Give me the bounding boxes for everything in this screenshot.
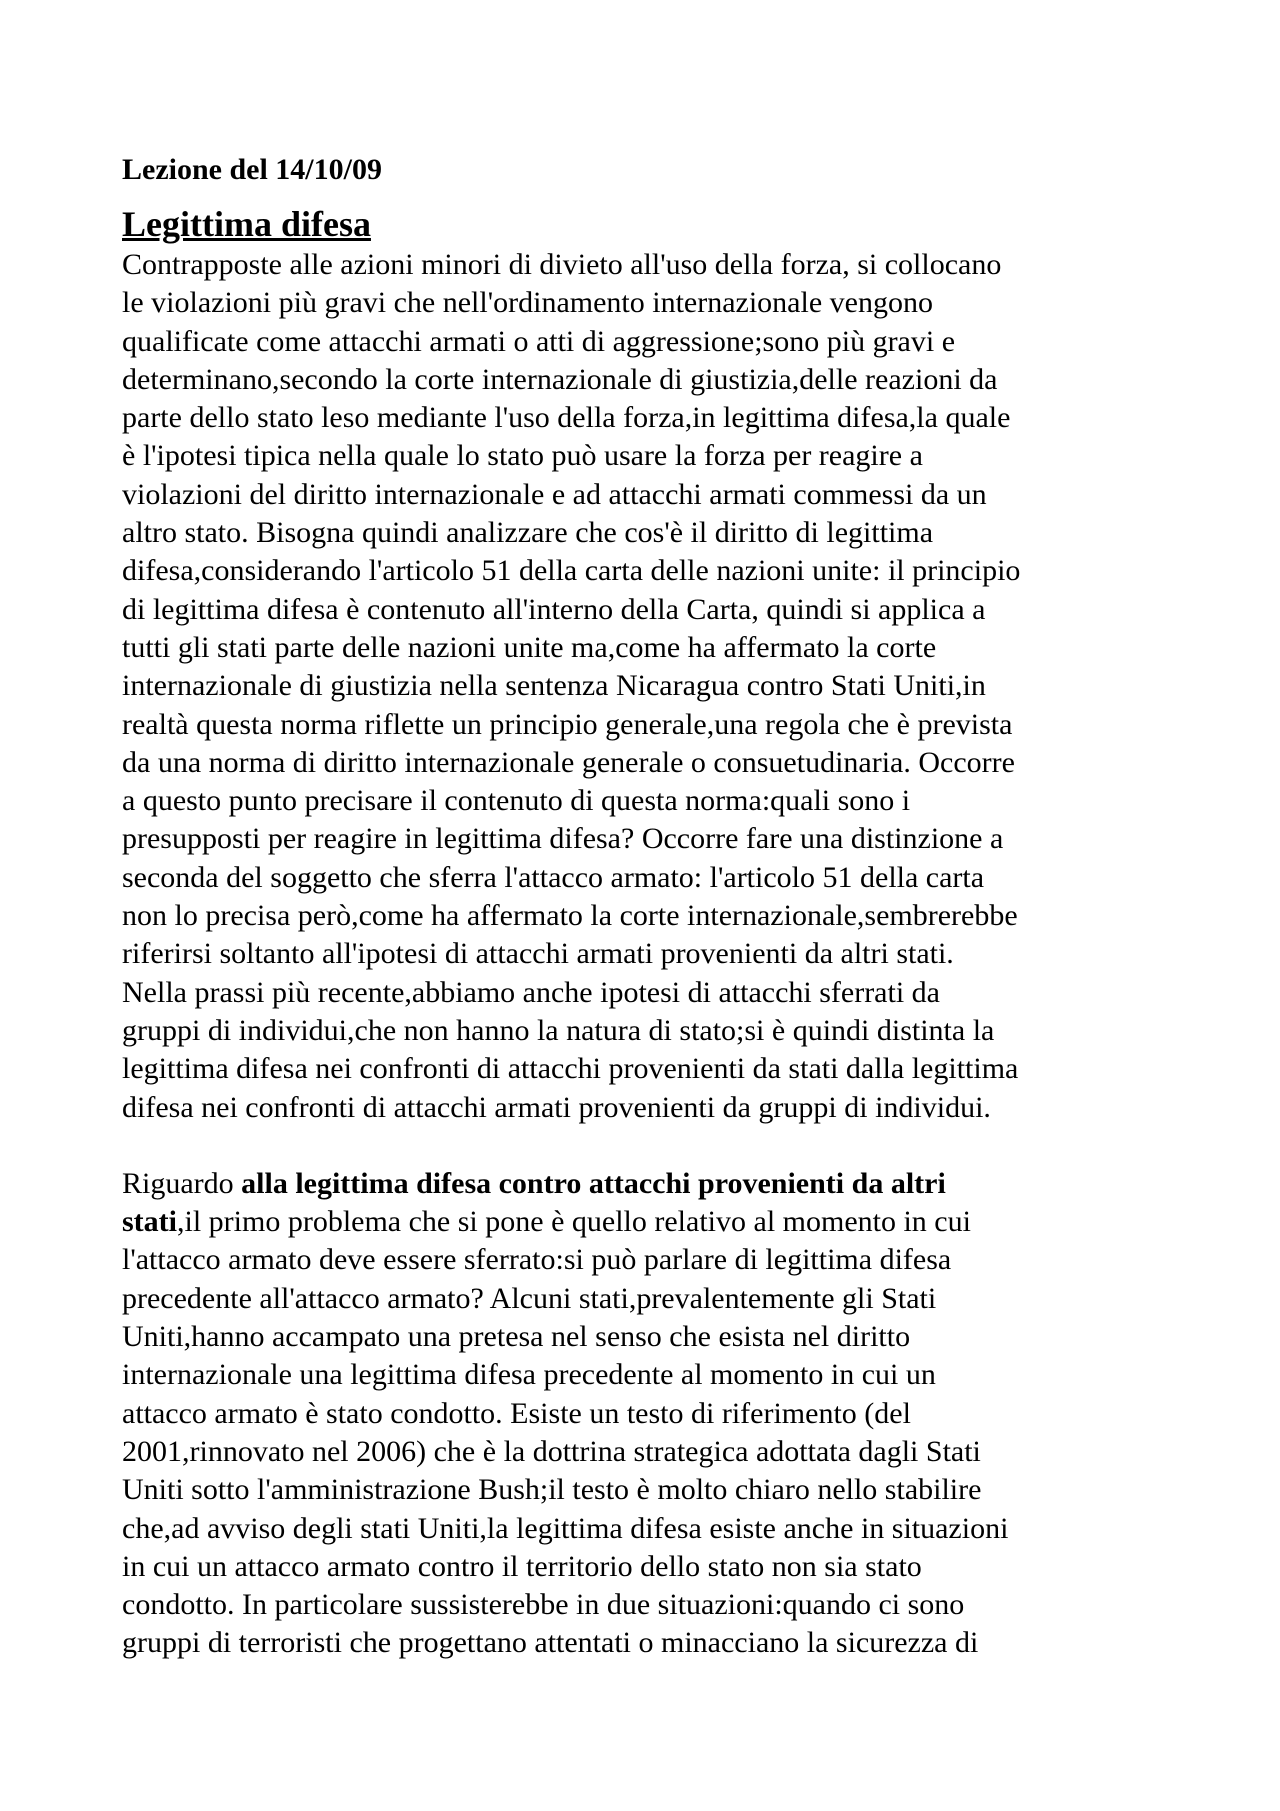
- text-line: l'attacco armato deve essere sferrato:si può parlare di legittima difesa: [122, 1243, 952, 1277]
- text-line: tutti gli stati parte delle nazioni unite ma,come ha affermato la corte: [122, 630, 937, 664]
- text-line: qualificate come attacchi armati o atti di aggressione;sono più gravi e: [122, 324, 956, 358]
- text-run: ,il primo problema che si pone è quello relativo al momento in cui: [177, 1205, 971, 1239]
- text-line: gruppi di individui,che non hanno la natura di stato;si è quindi distinta la: [122, 1013, 995, 1047]
- text-line: seconda del soggetto che sferra l'attacco armato: l'articolo 51 della carta: [122, 860, 985, 894]
- text-line: difesa nei confronti di attacchi armati provenienti da gruppi di individui.: [122, 1090, 991, 1124]
- text-line: Uniti,hanno accampato una pretesa nel senso che esista nel diritto: [122, 1320, 911, 1354]
- text-line: parte dello stato leso mediante l'uso della forza,in legittima difesa,la quale: [122, 401, 1011, 435]
- text-line: in cui un attacco armato contro il territorio dello stato non sia stato: [122, 1549, 922, 1583]
- text-line: non lo precisa però,come ha affermato la corte internazionale,sembrerebbe: [122, 899, 1018, 933]
- section-title: Legittima difesa: [122, 204, 371, 244]
- text-line: Nella prassi più recente,abbiamo anche ipotesi di attacchi sferrati da: [122, 975, 940, 1009]
- text-line: internazionale una legittima difesa precedente al momento in cui un: [122, 1358, 936, 1392]
- text-line: precedente all'attacco armato? Alcuni stati,prevalentemente gli Stati: [122, 1281, 937, 1315]
- text-line: altro stato. Bisogna quindi analizzare che cos'è il diritto di legittima: [122, 516, 934, 550]
- paragraph-1: [122, 246, 1162, 1127]
- paragraph-2: [122, 1165, 1162, 1663]
- bold-text-run: alla legittima difesa contro attacchi provenienti da altri: [241, 1166, 946, 1200]
- document-page: [122, 150, 1162, 1663]
- bold-text-run: stati: [122, 1205, 177, 1239]
- text-line: attacco armato è stato condotto. Esiste un testo di riferimento (del: [122, 1396, 911, 1430]
- text-line: riferirsi soltanto all'ipotesi di attacchi armati provenienti da altri stati.: [122, 937, 954, 971]
- text-line: che,ad avviso degli stati Uniti,la legittima difesa esiste anche in situazioni: [122, 1511, 1009, 1545]
- text-line: a questo punto precisare il contenuto di questa norma:quali sono i: [122, 784, 911, 818]
- text-line: 2001,rinnovato nel 2006) che è la dottrina strategica adottata dagli Stati: [122, 1434, 981, 1468]
- text-line: Uniti sotto l'amministrazione Bush;il testo è molto chiaro nello stabilire: [122, 1473, 982, 1507]
- text-line: Contrapposte alle azioni minori di divieto all'uso della forza, si collocano: [122, 248, 1002, 281]
- lesson-title: Lezione del 14/10/09: [122, 153, 382, 186]
- text-line: determinano,secondo la corte internazionale di giustizia,delle reazioni da: [122, 362, 998, 396]
- text-line: da una norma di diritto internazionale generale o consuetudinaria. Occorre: [122, 745, 1015, 779]
- text-line: realtà questa norma riflette un principio generale,una regola che è prevista: [122, 707, 1013, 741]
- paragraph-gap: [122, 1127, 1162, 1165]
- text-line: le violazioni più gravi che nell'ordinamento internazionale vengono: [122, 286, 933, 320]
- text-run: Riguardo: [122, 1166, 242, 1200]
- text-line: violazioni del diritto internazionale e ad attacchi armati commessi da un: [122, 477, 987, 511]
- text-line: gruppi di terroristi che progettano attentati o minacciano la sicurezza di: [122, 1626, 979, 1660]
- text-line: condotto. In particolare sussisterebbe in due situazioni:quando ci sono: [122, 1588, 965, 1622]
- text-line: legittima difesa nei confronti di attacchi provenienti da stati dalla legittima: [122, 1052, 1019, 1086]
- text-line: [122, 1165, 1162, 1203]
- text-line: [122, 1203, 1162, 1241]
- text-line: è l'ipotesi tipica nella quale lo stato può usare la forza per reagire a: [122, 439, 923, 473]
- text-line: presupposti per reagire in legittima difesa? Occorre fare una distinzione a: [122, 822, 1004, 856]
- text-line: internazionale di giustizia nella sentenza Nicaragua contro Stati Uniti,in: [122, 669, 986, 703]
- text-line: di legittima difesa è contenuto all'interno della Carta, quindi si applica a: [122, 592, 986, 626]
- text-line: difesa,considerando l'articolo 51 della carta delle nazioni unite: il principio: [122, 554, 1021, 588]
